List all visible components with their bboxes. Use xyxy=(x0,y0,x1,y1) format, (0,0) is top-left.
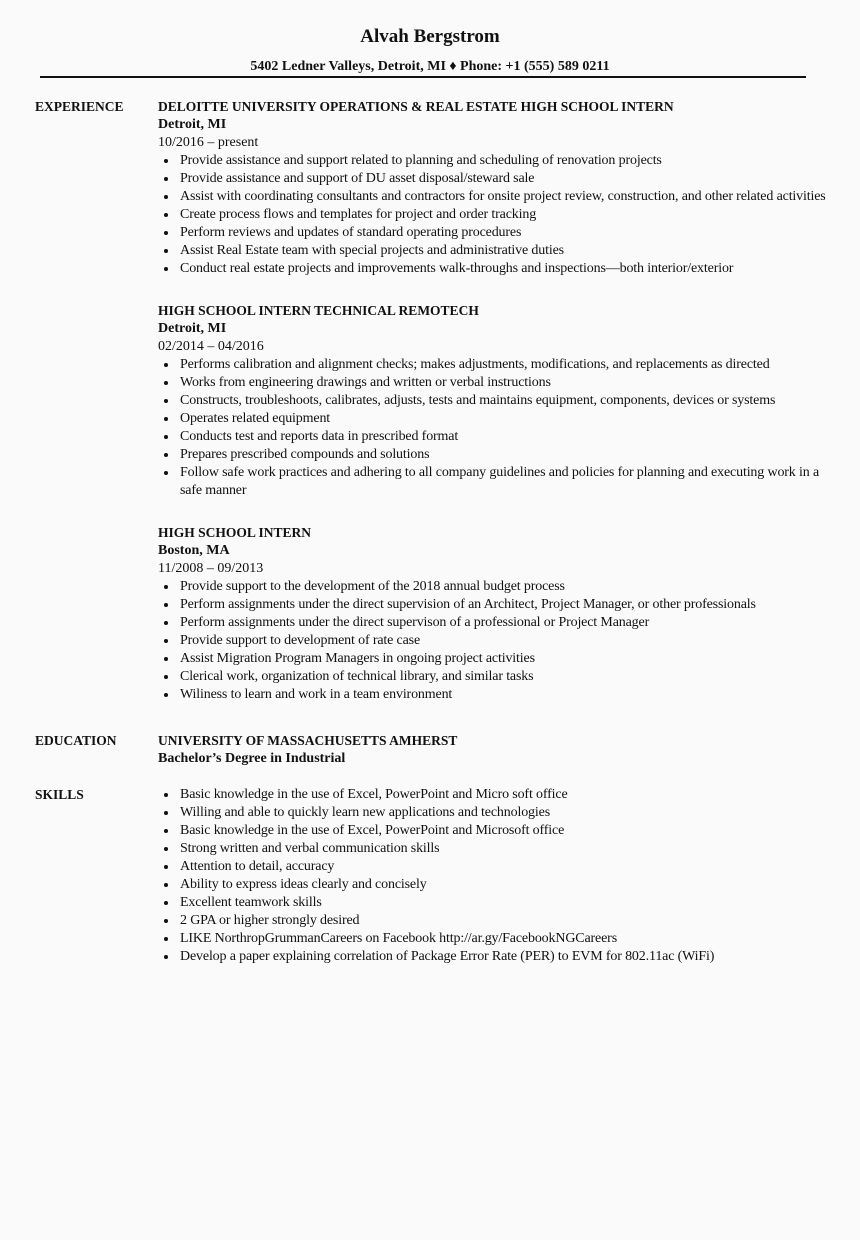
skill-item: Ability to express ideas clearly and concisely xyxy=(180,876,830,894)
skill-item: Basic knowledge in the use of Excel, PowerPoint and Microsoft office xyxy=(180,822,830,840)
skills-section xyxy=(0,786,860,966)
header-divider xyxy=(40,76,806,78)
job-title: DELOITTE UNIVERSITY OPERATIONS & REAL ESTATE HIGH SCHOOL INTERN xyxy=(158,99,674,114)
bullet-item: Works from engineering drawings and written or verbal instructions xyxy=(180,374,830,392)
bullet-item: Create process flows and templates for project and order tracking xyxy=(180,206,830,224)
skill-item: 2 GPA or higher strongly desired xyxy=(180,912,830,930)
skill-item: Strong written and verbal communication skills xyxy=(180,840,830,858)
bullet-item: Prepares prescribed compounds and solutions xyxy=(180,446,830,464)
job-entry xyxy=(158,98,830,278)
bullet-item: Provide support to development of rate case xyxy=(180,632,830,650)
job-bullets xyxy=(158,578,830,704)
skill-item: Excellent teamwork skills xyxy=(180,894,830,912)
resume-body xyxy=(0,98,860,966)
section-label: SKILLS xyxy=(35,787,84,802)
skill-item: Willing and able to quickly learn new applications and technologies xyxy=(180,804,830,822)
job-location: Detroit, MI xyxy=(158,117,227,132)
bullet-item: Provide assistance and support of DU asset disposal/steward sale xyxy=(180,170,830,188)
job-bullets xyxy=(158,356,830,500)
candidate-name: Alvah Bergstrom xyxy=(360,26,500,47)
section-label: EXPERIENCE xyxy=(35,99,124,114)
bullet-item: Constructs, troubleshoots, calibrates, adjusts, tests and maintains equipment, components, devices or systems xyxy=(180,392,830,410)
job-location: Detroit, MI xyxy=(158,321,227,336)
bullet-item: Perform reviews and updates of standard operating procedures xyxy=(180,224,830,242)
bullet-item: Assist Migration Program Managers in ongoing project activities xyxy=(180,650,830,668)
job-dates: 02/2014 – 04/2016 xyxy=(158,339,264,354)
skill-item: Basic knowledge in the use of Excel, PowerPoint and Micro soft office xyxy=(180,786,830,804)
skill-item: Attention to detail, accuracy xyxy=(180,858,830,876)
bullet-item: Operates related equipment xyxy=(180,410,830,428)
degree: Bachelor’s Degree in Industrial xyxy=(158,751,346,766)
skill-item: LIKE NorthropGrummanCareers on Facebook http://ar.gy/FacebookNGCareers xyxy=(180,930,830,948)
job-location: Boston, MA xyxy=(158,543,230,558)
bullet-item: Follow safe work practices and adhering to all company guidelines and policies for planning and executing work in a safe manner xyxy=(180,464,830,500)
bullet-item: Performs calibration and alignment checks; makes adjustments, modifications, and replacements as directed xyxy=(180,356,830,374)
bullet-item: Perform assignments under the direct supervison of a professional or Project Manager xyxy=(180,614,830,632)
bullet-item: Provide support to the development of the 2018 annual budget process xyxy=(180,578,830,596)
job-dates: 11/2008 – 09/2013 xyxy=(158,561,264,576)
jobs-list xyxy=(158,98,860,704)
job-bullets xyxy=(158,152,830,278)
bullet-item: Conducts test and reports data in prescribed format xyxy=(180,428,830,446)
skill-item: Develop a paper explaining correlation of Package Error Rate (PER) to EVM for 802.11ac (WiFi) xyxy=(180,948,830,966)
skills-list xyxy=(158,786,830,966)
job-entry xyxy=(158,302,830,500)
bullet-item: Assist with coordinating consultants and contractors for onsite project review, construction, and other related activities xyxy=(180,188,830,206)
school-name: UNIVERSITY OF MASSACHUSETTS AMHERST xyxy=(158,733,458,748)
job-entry xyxy=(158,524,830,704)
job-title: HIGH SCHOOL INTERN xyxy=(158,525,312,540)
job-dates: 10/2016 – present xyxy=(158,135,259,150)
bullet-item: Clerical work, organization of technical library, and similar tasks xyxy=(180,668,830,686)
bullet-item: Wiliness to learn and work in a team environment xyxy=(180,686,830,704)
experience-section xyxy=(0,98,860,704)
job-title: HIGH SCHOOL INTERN TECHNICAL REMOTECH xyxy=(158,303,479,318)
section-label: EDUCATION xyxy=(35,733,117,748)
bullet-item: Provide assistance and support related to planning and scheduling of renovation projects xyxy=(180,152,830,170)
bullet-item: Assist Real Estate team with special projects and administrative duties xyxy=(180,242,830,260)
contact-line: 5402 Ledner Valleys, Detroit, MI ♦ Phone: +1 (555) 589 0211 xyxy=(250,59,610,74)
education-section xyxy=(0,732,860,768)
bullet-item: Perform assignments under the direct supervision of an Architect, Project Manager, or other professionals xyxy=(180,596,830,614)
bullet-item: Conduct real estate projects and improvements walk-throughs and inspections—both interior/exterior xyxy=(180,260,830,278)
